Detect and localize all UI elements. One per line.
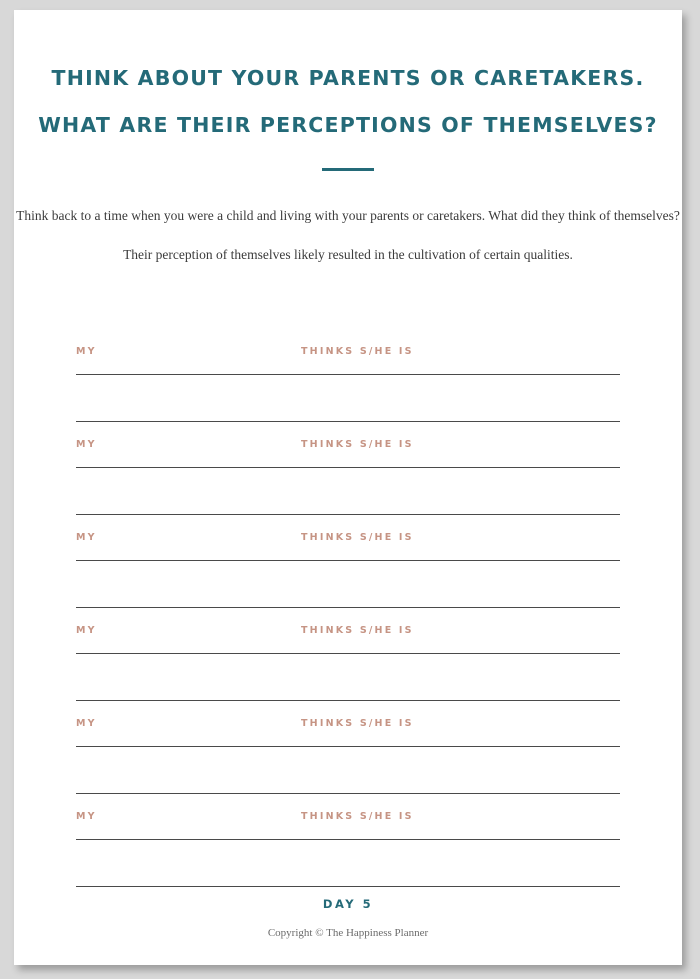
list-item[interactable] <box>76 700 620 793</box>
day-label: DAY 5 <box>322 897 374 911</box>
entry-labels <box>76 718 620 734</box>
entry-label-right: THINKS S/HE IS <box>301 532 414 543</box>
entry-labels <box>76 532 620 548</box>
intro-paragraph-2: Their perception of themselves likely resulted in the cultivation of certain qualities. <box>123 246 573 262</box>
entry-label-left: MY <box>76 346 97 357</box>
write-line-top[interactable] <box>76 839 620 840</box>
intro-paragraph-1: Think back to a time when you were a child and living with your parents or caretakers. What did they think of themselves? <box>16 208 680 223</box>
page-title-line-2: WHAT ARE THEIR PERCEPTIONS OF THEMSELVES? <box>38 113 658 137</box>
entry-label-right: THINKS S/HE IS <box>301 718 414 729</box>
write-line-top[interactable] <box>76 374 620 375</box>
write-line-top[interactable] <box>76 746 620 747</box>
entry-label-left: MY <box>76 439 97 450</box>
copyright-text: Copyright © The Happiness Planner <box>267 927 429 939</box>
entry-label-left: MY <box>76 625 97 636</box>
entry-label-right: THINKS S/HE IS <box>301 439 414 450</box>
page-title-line-1: THINK ABOUT YOUR PARENTS OR CARETAKERS. <box>51 66 645 90</box>
write-line-top[interactable] <box>76 560 620 561</box>
list-item[interactable] <box>76 421 620 514</box>
write-line-top[interactable] <box>76 653 620 654</box>
entry-label-left: MY <box>76 718 97 729</box>
entry-labels <box>76 625 620 641</box>
write-line-top[interactable] <box>76 467 620 468</box>
list-item[interactable] <box>76 607 620 700</box>
intro-block <box>14 206 682 266</box>
list-item[interactable] <box>76 514 620 607</box>
entry-label-right: THINKS S/HE IS <box>301 811 414 822</box>
entry-list <box>76 328 620 886</box>
entry-label-left: MY <box>76 811 97 822</box>
entry-label-left: MY <box>76 532 97 543</box>
entry-labels <box>76 811 620 827</box>
entry-labels <box>76 439 620 455</box>
entry-labels <box>76 346 620 362</box>
worksheet-page <box>14 10 682 965</box>
list-item[interactable] <box>76 328 620 421</box>
title-divider <box>322 168 374 171</box>
entry-label-right: THINKS S/HE IS <box>301 625 414 636</box>
list-item[interactable] <box>76 793 620 886</box>
write-line-bottom[interactable] <box>76 886 620 887</box>
entry-label-right: THINKS S/HE IS <box>301 346 414 357</box>
